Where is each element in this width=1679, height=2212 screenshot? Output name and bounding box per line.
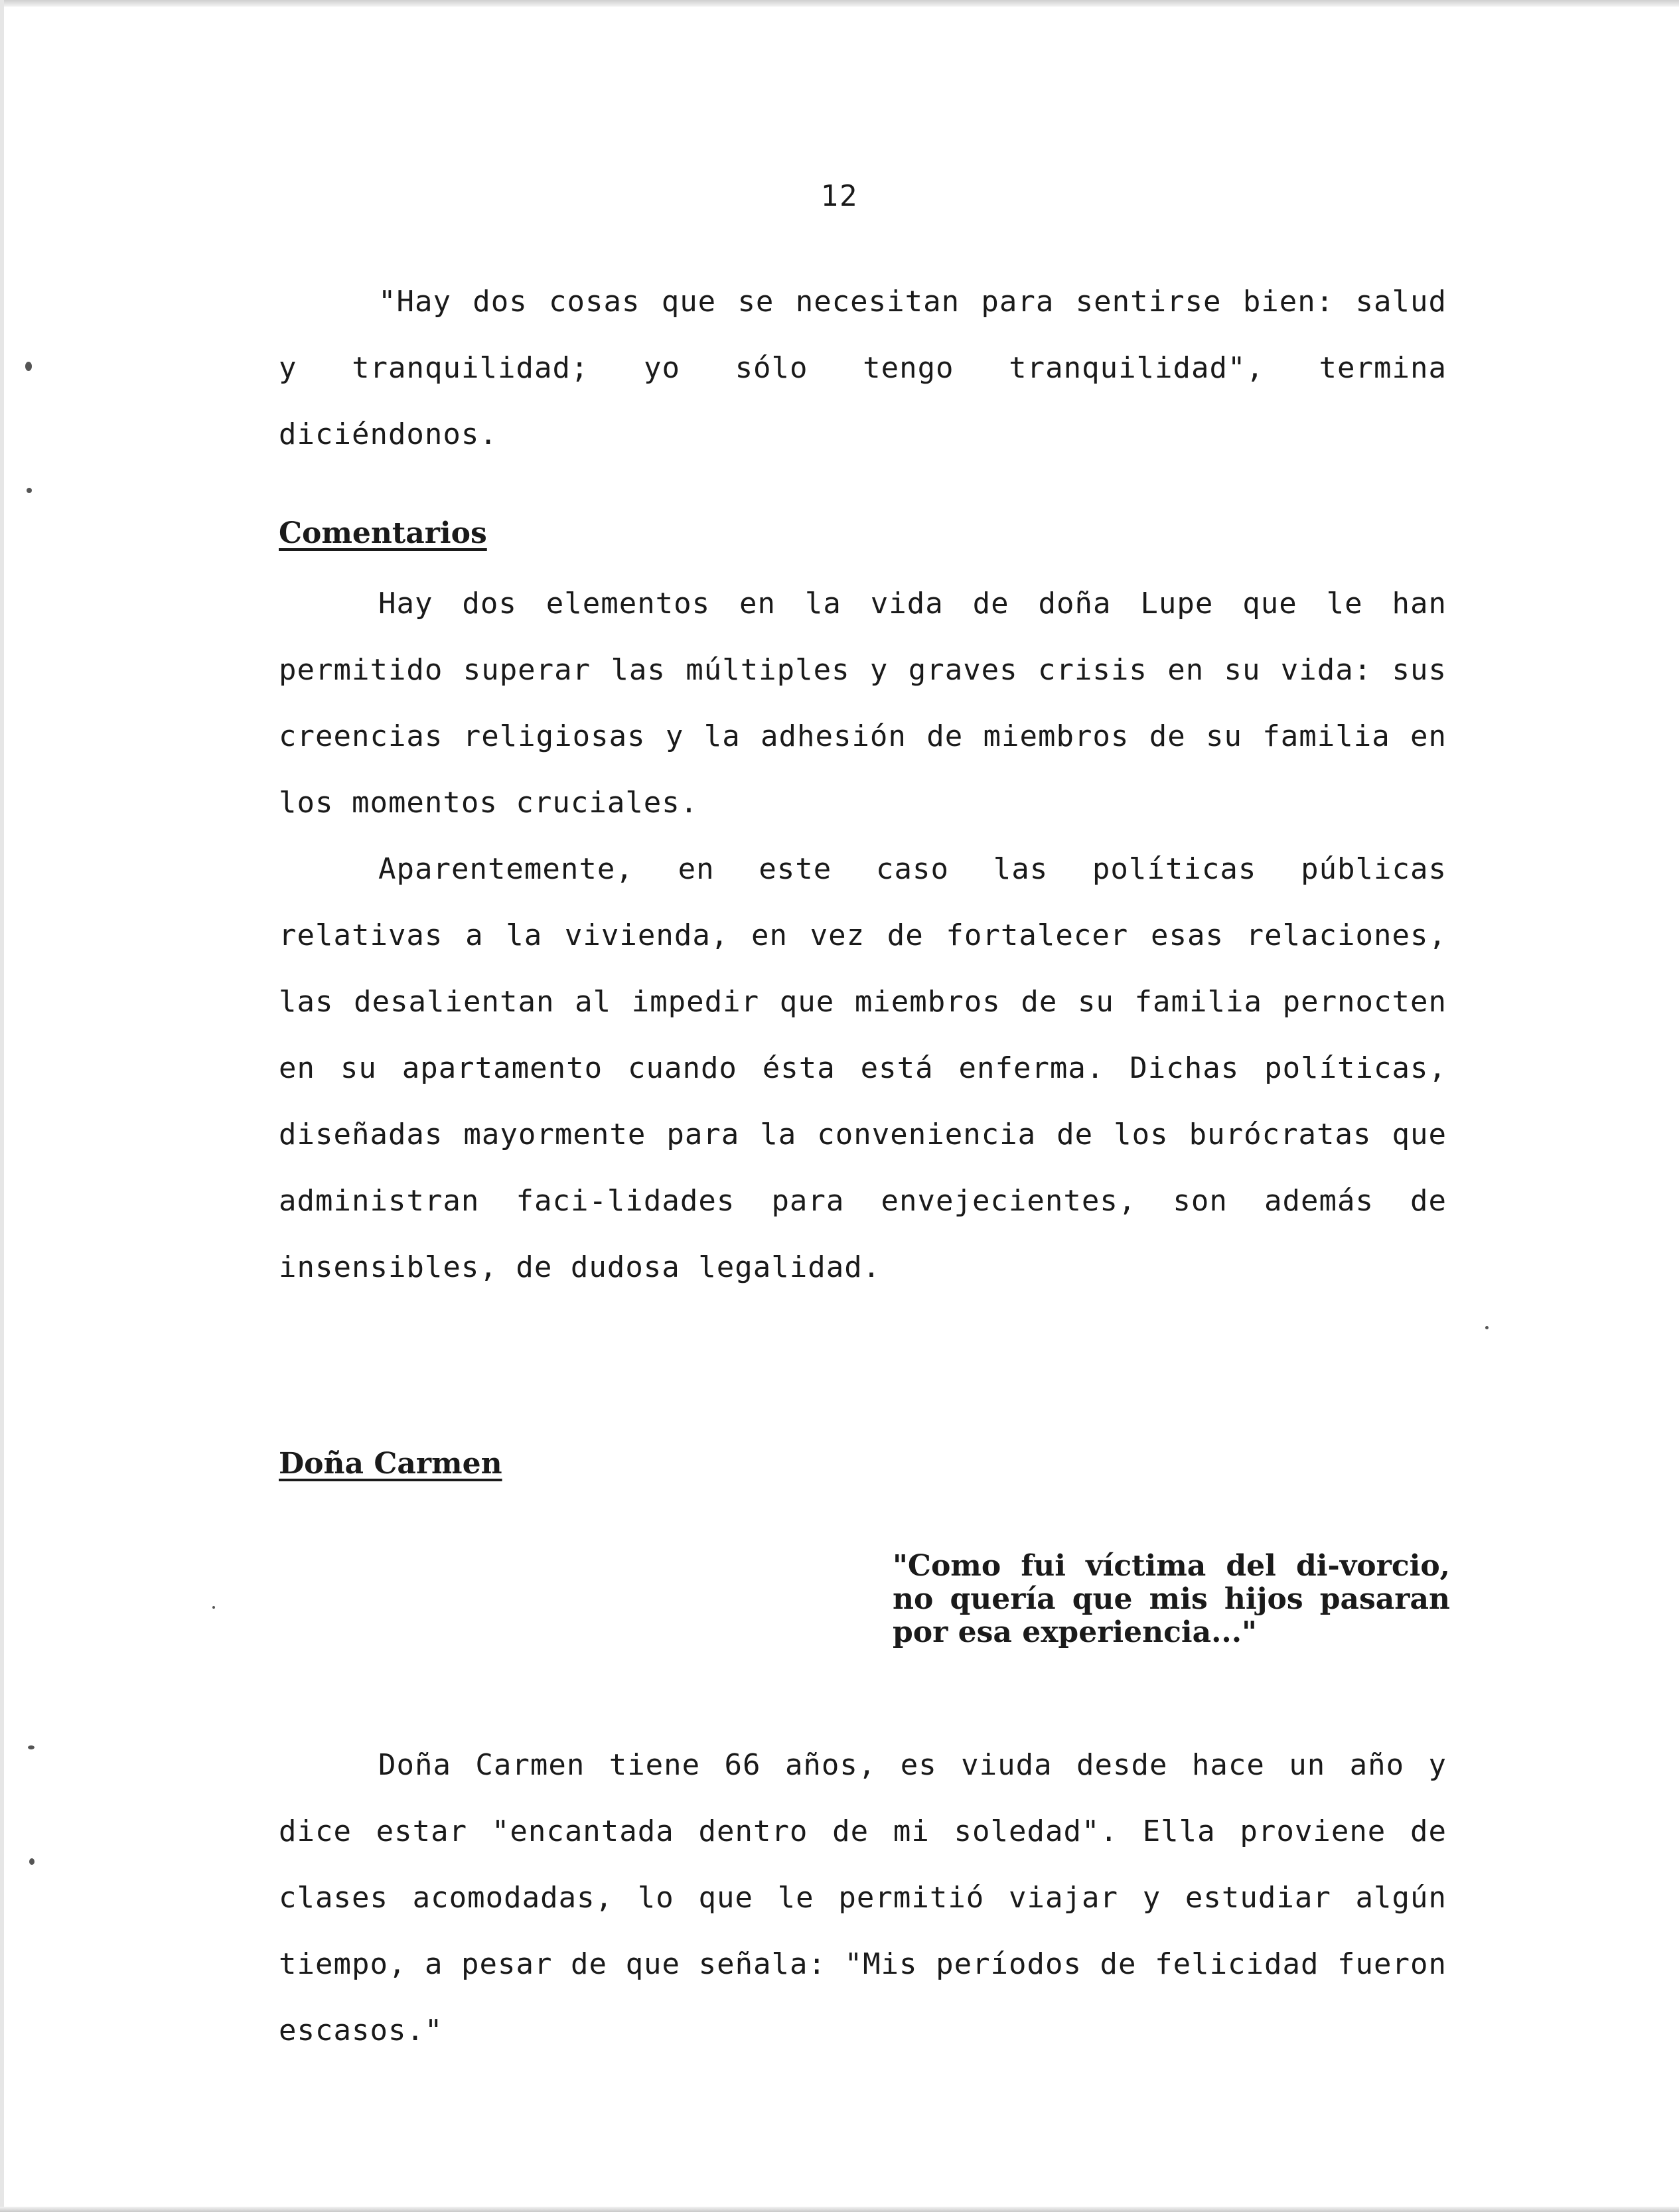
scan-speck — [27, 488, 32, 493]
dona-carmen-paragraph-1: Doña Carmen tiene 66 años, es viuda desde hace un año y dice estar "encantada dentro de mi soledad". Ella proviene de clases acomodadas, lo que le permitió viajar y estudiar algún tiempo, a pesar de que señala: "Mis períodos de felicidad fueron escasos." — [279, 1748, 1447, 2047]
scan-edge-left — [0, 0, 4, 2212]
scan-edge-top — [0, 0, 1679, 7]
comentarios-paragraph-1: Hay dos elementos en la vida de doña Lupe que le han permitido superar las múltiples y graves crisis en su vida: sus creencias religiosas y la adhesión de miembros de su familia en los momentos cruciales. — [279, 587, 1447, 820]
scan-speck — [25, 362, 32, 371]
scan-speck — [29, 1858, 35, 1865]
comentarios-paragraph-2: Aparentemente, en este caso las políticas públicas relativas a la vivienda, en vez de fortalecer esas relaciones, las desalientan al impedir que miembros de su familia pernocten en su apartamento cuando ésta está enferma. Dichas políticas, diseñadas mayormente para la conveniencia de los burócratas que administran faci-lidades para envejecientes, son además de insensibles, de dudosa legalidad. — [279, 852, 1447, 1284]
intro-quote-paragraph: "Hay dos cosas que se necesitan para sentirse bien: salud y tranquilidad; yo sólo tengo tranquilidad", termina diciéndonos. — [279, 285, 1447, 451]
scan-speck — [28, 1745, 35, 1749]
comentarios-heading: Comentarios — [279, 516, 487, 550]
scan-speck — [212, 1606, 215, 1609]
scan-edge-bottom — [0, 2207, 1679, 2212]
scan-speck — [1485, 1326, 1489, 1329]
dona-carmen-heading: Doña Carmen — [279, 1447, 502, 1481]
page-number: 12 — [820, 179, 859, 213]
dona-carmen-epigraph: "Como fui víctima del di-vorcio, no quería que mis hijos pasaran por esa experiencia..." — [893, 1549, 1450, 1649]
